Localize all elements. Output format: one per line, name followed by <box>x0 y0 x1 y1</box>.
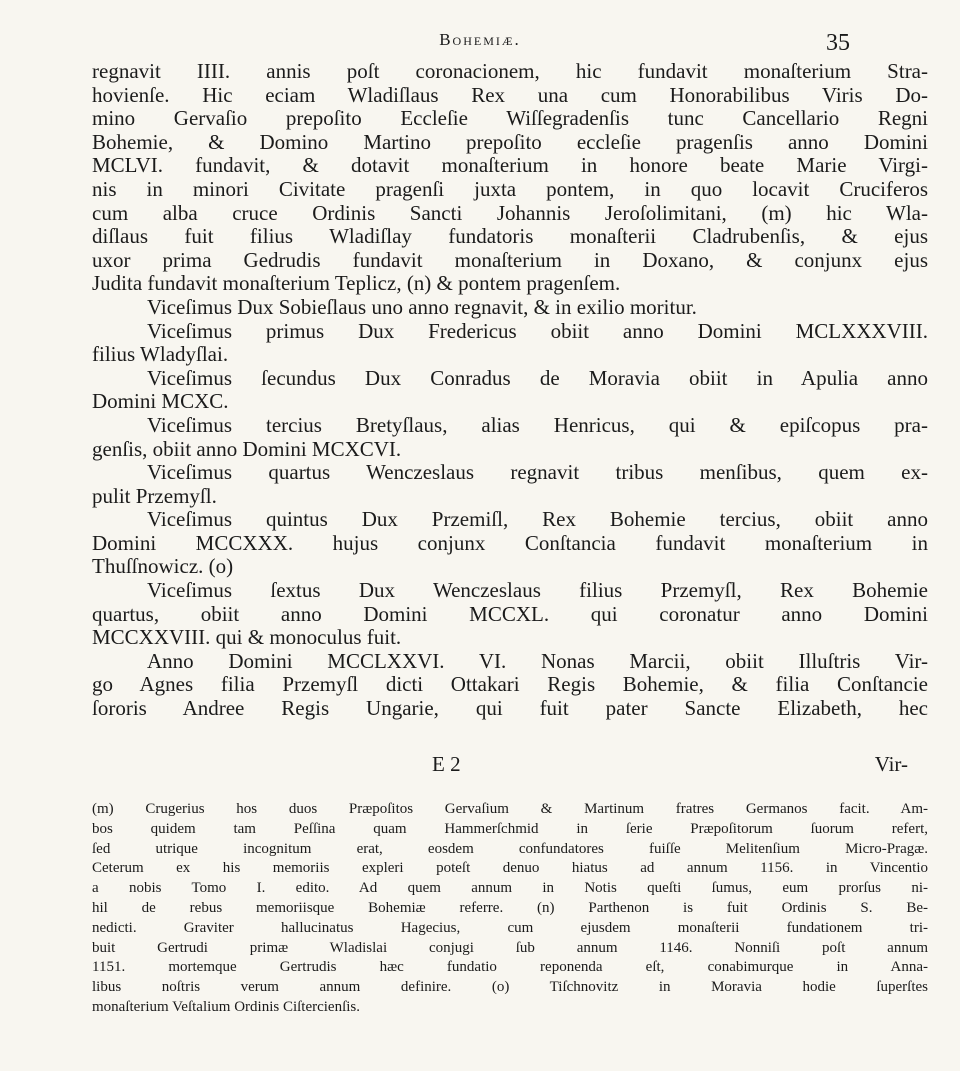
text-line: Bohemie, & Domino Martino prepoſito eccleſie pragenſis anno Domini <box>92 129 928 154</box>
text-line: quartus, obiit anno Domini MCCXL. qui coronatur anno Domini <box>92 601 928 626</box>
footnote-line: ſed utrique incognitum erat, eosdem confundatores fuiſſe Melitenſium Micro-Pragæ. <box>92 840 928 857</box>
text-line: ſororis Andree Regis Ungarie, qui fuit pater Sancte Elizabeth, hec <box>92 696 928 721</box>
footnote-line: bos quidem tam Peſſina quam Hammerſchmid in ſerie Præpoſitorum ſuorum refert, <box>92 820 928 837</box>
footnote-line: monaſterium Veſtalium Ordinis Ciſtercienſis. <box>92 998 361 1015</box>
text-line: diſlaus fuit filius Wladiſlay fundatoris monaſterii Cladrubenſis, & ejus <box>92 224 928 249</box>
main-text <box>92 60 928 721</box>
signature-row <box>92 752 928 776</box>
text-line: uxor prima Gedrudis fundavit monaſterium in Doxano, & conjunx ejus <box>92 247 928 272</box>
text-line: pulit Przemyſl. <box>92 483 217 508</box>
signature-mark: E 2 <box>432 752 461 776</box>
text-line: MCLVI. fundavit, & dotavit monaſterium in honore beate Marie Virgi- <box>92 153 928 178</box>
footnote-line: (m) Crugerius hos duos Præpoſitos Gervaſium & Martinum fratres Germanos facit. Am- <box>92 801 928 817</box>
text-line: Domini MCXC. <box>92 389 229 414</box>
footnote-line: 1151. mortemque Gertrudis hæc fundatio reponenda eſt, conabimurque in Anna- <box>92 959 928 976</box>
catchword: Vir- <box>874 752 908 776</box>
footnote-line: nedicti. Graviter hallucinatus Hagecius, cum ejusdem monaſterii fundationem tri- <box>92 919 928 936</box>
footnote-divider <box>92 790 928 791</box>
paragraph-line: Anno Domini MCCLXXVI. VI. Nonas Marcii, obiit Illuſtris Vir- <box>147 648 928 673</box>
paragraph-line: Viceſimus ſecundus Dux Conradus de Moravia obiit in Apulia anno <box>147 365 928 390</box>
footnote-line: hil de rebus memoriisque Bohemiæ referre. (n) Parthenon is fuit Ordinis S. Be- <box>92 899 928 916</box>
paragraph-line: Viceſimus ſextus Dux Wenczeslaus filius Przemyſl, Rex Bohemie <box>147 578 928 603</box>
text-line: MCCXXVIII. qui & monoculus fuit. <box>92 625 402 650</box>
page-number: 35 <box>826 30 850 56</box>
paragraph-line: Viceſimus Dux Sobieſlaus uno anno regnavit, & in exilio moritur. <box>147 294 697 319</box>
text-line: Thuſſnowicz. (o) <box>92 554 234 579</box>
paragraph-line: Viceſimus quintus Dux Przemiſl, Rex Bohemie tercius, obiit anno <box>147 507 928 532</box>
text-line: nis in minori Civitate pragenſi juxta pontem, in quo locavit Cruciferos <box>92 176 928 201</box>
text-line: Domini MCCXXX. hujus conjunx Conſtancia fundavit monaſterium in <box>92 530 928 555</box>
paragraph-line: Viceſimus primus Dux Fredericus obiit anno Domini MCLXXXVIII. <box>147 318 928 343</box>
text-line: go Agnes filia Przemyſl dicti Ottakari Regis Bohemie, & filia Conſtancie <box>92 672 928 697</box>
text-line: filius Wladyſlai. <box>92 342 229 367</box>
text-line: mino Gervaſio prepoſito Eccleſie Wiſſegradenſis tunc Cancellario Regni <box>92 106 928 131</box>
text-line: genſis, obiit anno Domini MCXCVI. <box>92 436 402 461</box>
text-line: regnavit IIII. annis poſt coronacionem, hic fundavit monaſterium Stra- <box>92 59 928 83</box>
paragraph-line: Viceſimus tercius Bretyſlaus, alias Henricus, qui & epiſcopus pra- <box>147 412 928 437</box>
footnote-line: libus noſtris verum annum definire. (o) Tiſchnovitz in Moravia hodie ſuperſtes <box>92 979 928 996</box>
paragraph-line: Viceſimus quartus Wenczeslaus regnavit tribus menſibus, quem ex- <box>147 460 928 485</box>
footnote-line: a nobis Tomo I. edito. Ad quem annum in Notis queſti ſumus, eum prorſus ni- <box>92 880 928 897</box>
footnotes <box>92 800 928 1018</box>
text-line: Judita fundavit monaſterium Teplicz, (n) & pontem pragenſem. <box>92 271 621 296</box>
text-line: cum alba cruce Ordinis Sancti Johannis Jeroſolimitani, (m) hic Wla- <box>92 200 928 225</box>
running-title: Bohemiæ. <box>439 30 521 49</box>
footnote-line: buit Gertrudi primæ Wladislai conjugi ſub annum 1146. Nonniſi poſt annum <box>92 939 928 956</box>
footnote-line: Ceterum ex his memoriis expleri poteſt denuo hiatus ad annum 1156. in Vincentio <box>92 860 928 877</box>
text-line: hovienſe. Hic eciam Wladiſlaus Rex una cum Honorabilibus Viris Do- <box>92 82 928 107</box>
